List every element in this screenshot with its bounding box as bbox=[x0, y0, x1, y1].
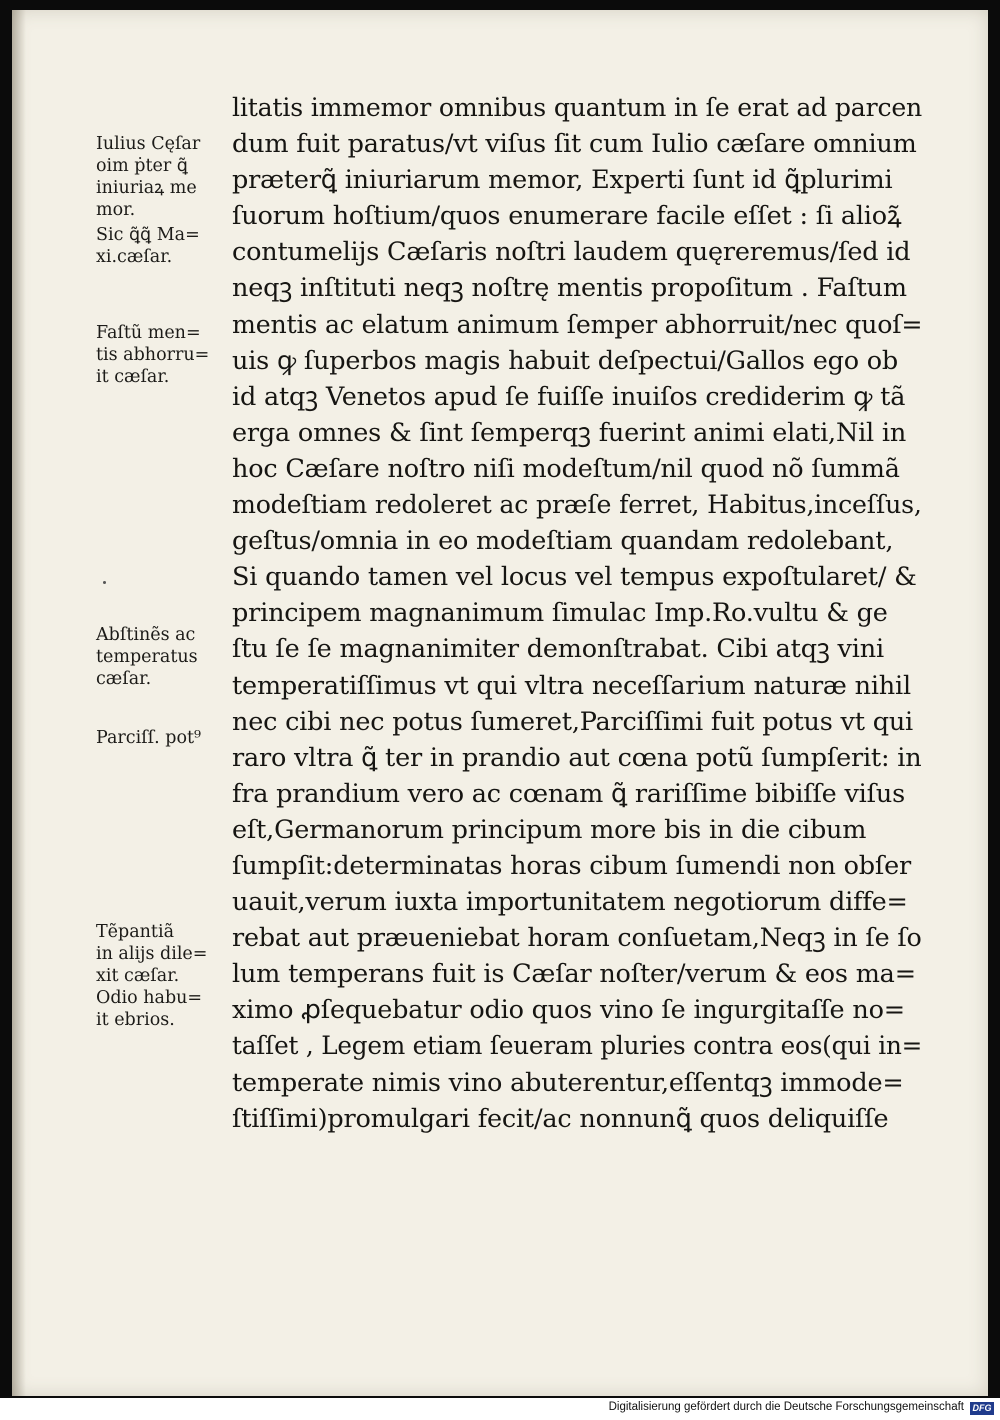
text-line: temperate nimis vino abuterentur,eſſentqꝫ immode= bbox=[232, 1067, 904, 1098]
margin-note-line: cæſar. bbox=[96, 669, 152, 689]
text-line: ſumpſit:determinatas horas cibum ſumendi non obſer bbox=[232, 850, 912, 881]
margin-note-line: Sic ꝗ̃ꝗ̃ Ma= bbox=[96, 225, 200, 245]
margin-note-line: Abſtinẽs ac bbox=[96, 625, 196, 645]
text-line: temperatiſſimus vt qui vltra neceſſarium naturæ nihil bbox=[232, 670, 911, 701]
text-line: principem magnanimum ſimulac Imp.Ro.vultu & ge bbox=[232, 598, 888, 629]
margin-note-line: in alijs dile= bbox=[96, 944, 208, 964]
margin-note-abstinens bbox=[96, 624, 228, 690]
margin-note-line: Iulius Cęſar bbox=[96, 134, 201, 154]
dfg-logo-icon: DFG bbox=[970, 1402, 994, 1415]
text-line: ſtiſſimi)promulgari fecit/ac nonnunꝗ̃ quos deliquiſſe bbox=[232, 1103, 889, 1134]
margin-note-fastum bbox=[96, 322, 228, 388]
margin-note-line: xi.cæſar. bbox=[96, 247, 173, 267]
digitization-footer bbox=[0, 1398, 1000, 1420]
margin-note-line: iniuriaꝝ me bbox=[96, 178, 197, 198]
margin-note-line: Faſtũ men= bbox=[96, 323, 201, 343]
margin-note-temperantia bbox=[96, 921, 228, 1031]
footer-credit: Digitalisierung gefördert durch die Deutsche Forschungsgemeinschaft bbox=[608, 1401, 964, 1413]
margin-note-line: it ebrios. bbox=[96, 1010, 175, 1030]
text-line: lum temperans fuit is Cæſar noſter/verum & eos ma= bbox=[232, 959, 916, 990]
margin-note-line: xit cæſar. bbox=[96, 966, 180, 986]
margin-note-parciss bbox=[96, 727, 228, 749]
text-line: geſtus/omnia in eo modeſtiam quandam redolebant, bbox=[232, 526, 894, 557]
text-line: ſuorum hoſtium/quos enumerare facile eſſet : ſi alioꝝ̃ bbox=[232, 201, 902, 232]
text-line: præterꝗ̃ iniuriarum memor, Experti ſunt id ꝗ̃plurimi bbox=[232, 165, 893, 196]
text-line: uis ꝙ ſuperbos magis habuit deſpectui/Gallos ego ob bbox=[232, 345, 899, 376]
paper-speck bbox=[103, 581, 106, 584]
page-gutter-shadow bbox=[12, 10, 26, 1396]
text-line: litatis immemor omnibus quantum in ſe erat ad parcen bbox=[232, 93, 923, 123]
margin-note-line: Odio habu= bbox=[96, 988, 203, 1008]
text-line: fra prandium vero ac cœnam ꝗ̃ rariſſime bibiſſe viſus bbox=[232, 778, 905, 809]
margin-note-line: tis abhorru= bbox=[96, 345, 210, 365]
text-line: hoc Cæſare noſtro niſi modeſtum/nil quod nõ ſummã bbox=[232, 453, 900, 484]
text-line: taſſet , Legem etiam ſeueram pluries contra eos(qui in= bbox=[232, 1031, 923, 1062]
margin-note-line: mor. bbox=[96, 200, 136, 220]
text-line: contumelijs Cæſaris noſtri laudem quęreremus/ſed id bbox=[232, 237, 911, 268]
margin-note-line: Tẽpantiã bbox=[96, 922, 174, 942]
margin-note-line: oim ṗter ꝗ̃ bbox=[96, 156, 188, 176]
margin-note-line: it cæſar. bbox=[96, 367, 170, 387]
text-line: rebat aut præueniebat horam conſuetam,Neqꝫ in ſe ſo bbox=[232, 923, 922, 954]
text-line: mentis ac elatum animum ſemper abhorruit/nec quoſ= bbox=[232, 309, 923, 340]
margin-note-sic-maxi bbox=[96, 224, 228, 268]
text-line: modeſtiam redoleret ac præſe ferret, Habitus,inceſſus, bbox=[232, 490, 922, 521]
text-line: raro vltra ꝗ̃ ter in prandio aut cœna potũ ſumpſerit: in bbox=[232, 742, 922, 773]
text-line: uauit,verum iuxta importunitatem negotiorum diffe= bbox=[232, 887, 908, 918]
text-line: neqꝫ inſtituti neqꝫ noſtrę mentis propoſitum . Faſtum bbox=[232, 273, 907, 304]
text-line: erga omnes & ſint ſemperqꝫ fuerint animi elati,Nil in bbox=[232, 417, 907, 448]
margin-note-line: temperatus bbox=[96, 647, 198, 667]
margin-note-line: Parciſſ. pot⁹ bbox=[96, 728, 202, 748]
text-line: ſtu ſe ſe magnanimiter demonſtrabat. Cibi atqꝫ vini bbox=[232, 634, 884, 665]
text-line: nec cibi nec potus ſumeret,Parciſſimi fuit potus vt qui bbox=[232, 706, 914, 737]
text-line: eſt,Germanorum principum more bis in die cibum bbox=[232, 814, 867, 845]
margin-note-iulius-caesar bbox=[96, 133, 228, 221]
text-line: dum fuit paratus/vt viſus ſit cum Iulio cæſare omnium bbox=[232, 129, 917, 160]
main-text-block bbox=[232, 90, 922, 1137]
text-line: id atqꝫ Venetos apud ſe fuiſſe inuiſos crediderim ꝙ tã bbox=[232, 381, 906, 412]
text-line: Si quando tamen vel locus vel tempus expoſtularet/ & bbox=[232, 562, 917, 593]
text-line: ximo ꝓſequebatur odio quos vino ſe ingurgitaſſe no= bbox=[232, 995, 905, 1026]
